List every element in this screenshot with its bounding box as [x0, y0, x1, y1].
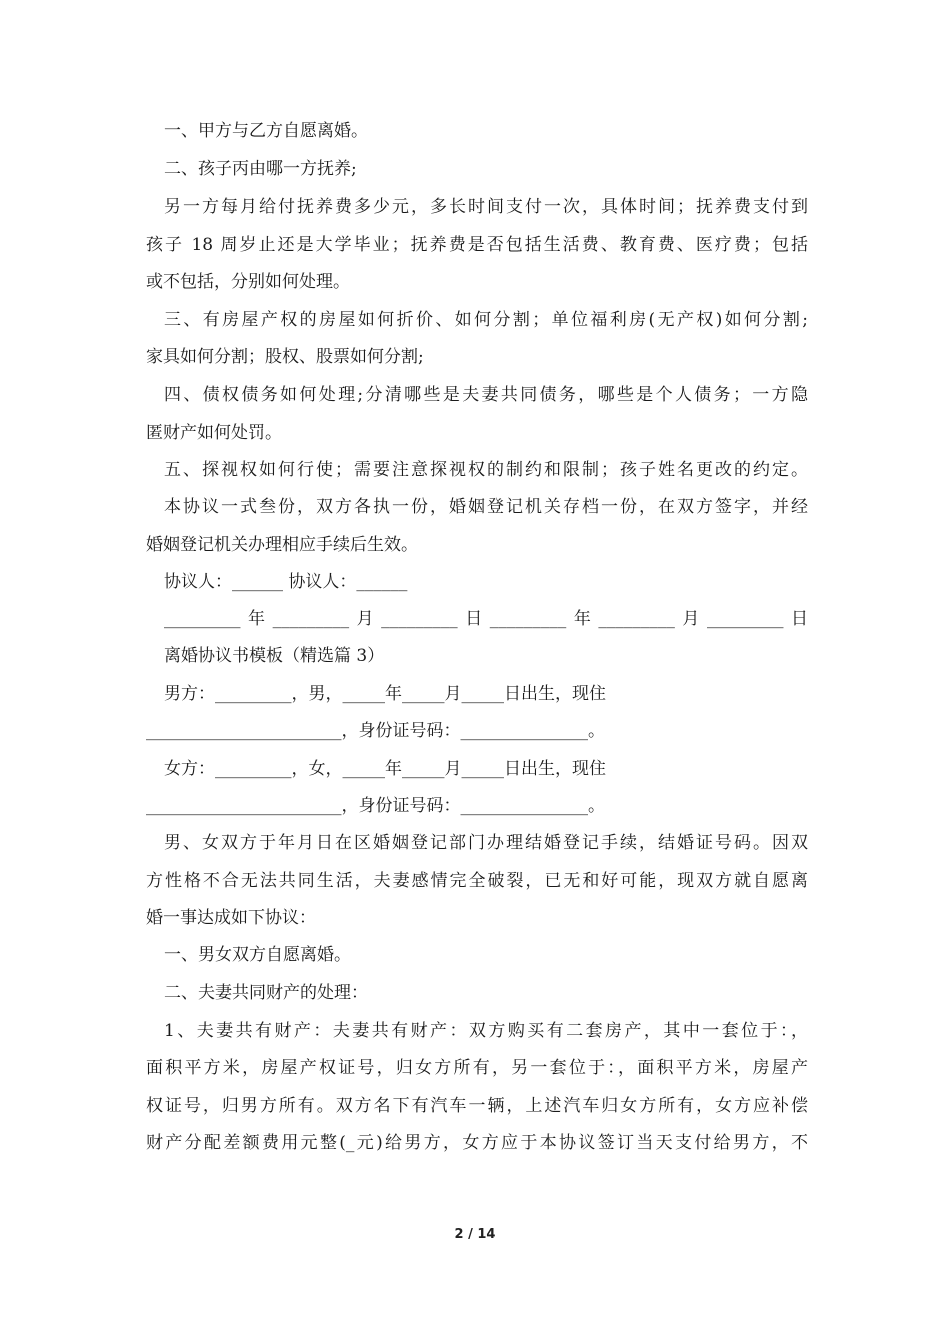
paragraph-line: _______________________，身份证号码：_______________。	[146, 721, 605, 741]
paragraph-line: 孩子 18 周岁止还是大学毕业；抚养费是否包括生活费、教育费、医疗费；包括	[146, 235, 808, 255]
paragraph-line: 一、甲方与乙方自愿离婚。	[164, 121, 368, 141]
paragraph-line: 或不包括，分别如何处理。	[146, 272, 350, 292]
paragraph-line: 婚姻登记机关办理相应手续后生效。	[146, 535, 418, 555]
paragraph-line: 1、夫妻共有财产：夫妻共有财产：双方购买有二套房产，其中一套位于：，	[164, 1021, 808, 1041]
paragraph-line: 婚一事达成如下协议：	[146, 908, 316, 928]
paragraph-line: 家具如何分割；股权、股票如何分割;	[146, 347, 424, 367]
paragraph-line: 三、有房屋产权的房屋如何折价、如何分割；单位福利房(无产权)如何分割;	[164, 310, 808, 330]
page-number: 2 / 14	[454, 1227, 496, 1242]
paragraph-line: 二、夫妻共同财产的处理：	[164, 983, 368, 1003]
paragraph-line: 本协议一式叁份，双方各执一份，婚姻登记机关存档一份，在双方签字，并经	[164, 497, 808, 517]
paragraph-line: 男、女双方于年月日在区婚姻登记部门办理结婚登记手续，结婚证号码。因双	[164, 833, 808, 853]
paragraph-line: 面积平方米，房屋产权证号，归女方所有，另一套位于：，面积平方米，房屋产	[146, 1058, 808, 1078]
paragraph-line: 方性格不合无法共同生活，夫妻感情完全破裂，已无和好可能，现双方就自愿离	[146, 871, 808, 891]
paragraph-line: _______________________，身份证号码：_______________。	[146, 796, 605, 816]
paragraph-line: 女方：_________，女，_____年_____月_____日出生，现住	[164, 759, 606, 779]
paragraph-line: 另一方每月给付抚养费多少元，多长时间支付一次，具体时间；抚养费支付到	[164, 197, 808, 217]
paragraph-line: 权证号，归男方所有。双方名下有汽车一辆，上述汽车归女方所有，女方应补偿	[146, 1096, 808, 1116]
paragraph-line: 四、债权债务如何处理;分清哪些是夫妻共同债务，哪些是个人债务；一方隐	[164, 385, 808, 405]
paragraph-line: 匿财产如何处罚。	[146, 423, 282, 443]
paragraph-line: 财产分配差额费用元整(_元)给男方，女方应于本协议签订当天支付给男方，不	[146, 1133, 808, 1153]
paragraph-line: 五、探视权如何行使；需要注意探视权的制约和限制；孩子姓名更改的约定。	[164, 460, 808, 480]
paragraph-line: 二、孩子丙由哪一方抚养;	[164, 159, 357, 179]
paragraph-line: 男方：_________，男，_____年_____月_____日出生，现住	[164, 684, 606, 704]
section-title: 离婚协议书模板（精选篇 3）	[164, 646, 385, 666]
paragraph-line: 一、男女双方自愿离婚。	[164, 945, 351, 965]
signature-line: 协议人：______ 协议人：______	[164, 572, 408, 592]
date-line: _________年_________月_________日_________年_________月_________日	[164, 609, 808, 629]
